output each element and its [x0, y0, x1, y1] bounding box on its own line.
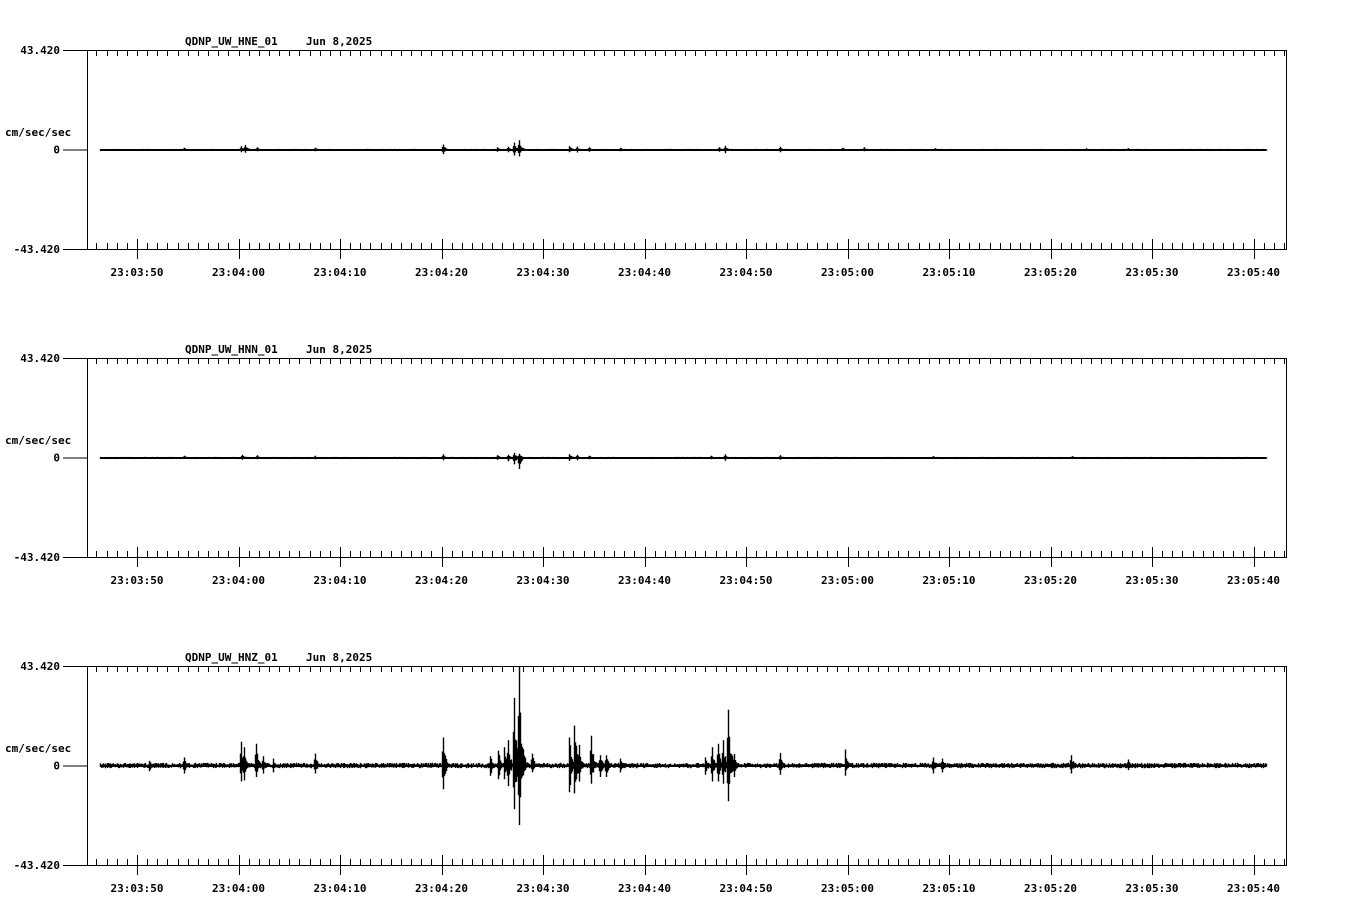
channel-date: Jun 8,2025 — [306, 651, 373, 664]
y-tick-label: 43.420 — [20, 44, 60, 57]
x-tick-label: 23:05:30 — [1125, 574, 1179, 587]
x-tick-label: 23:04:30 — [516, 266, 570, 279]
x-tick-label: 23:05:30 — [1125, 882, 1179, 895]
x-tick-label: 23:05:20 — [1024, 266, 1078, 279]
channel-panel-QDNP_UW_HNN_01 — [5, 343, 1287, 587]
y-tick-label: 0 — [53, 143, 60, 157]
y-axis-label: cm/sec/sec — [5, 742, 72, 755]
x-tick-label: 23:05:40 — [1227, 574, 1281, 587]
y-axis-label: cm/sec/sec — [5, 434, 72, 447]
x-tick-label: 23:04:10 — [313, 882, 367, 895]
channel-date: Jun 8,2025 — [306, 35, 373, 48]
y-tick-label: -43.420 — [13, 551, 60, 564]
x-tick-label: 23:04:50 — [719, 266, 773, 279]
x-tick-label: 23:03:50 — [110, 266, 164, 279]
x-tick-label: 23:04:10 — [313, 574, 367, 587]
x-tick-label: 23:03:50 — [110, 882, 164, 895]
x-tick-label: 23:05:00 — [821, 266, 875, 279]
x-tick-label: 23:05:00 — [821, 574, 875, 587]
y-tick-label: 43.420 — [20, 352, 60, 365]
x-tick-label: 23:04:40 — [618, 574, 672, 587]
x-tick-label: 23:04:10 — [313, 266, 367, 279]
channel-title: QDNP_UW_HNZ_01 — [185, 651, 278, 664]
y-tick-label: -43.420 — [13, 859, 60, 872]
x-tick-label: 23:04:00 — [212, 882, 266, 895]
x-tick-label: 23:04:30 — [516, 882, 570, 895]
x-tick-label: 23:05:10 — [922, 882, 976, 895]
waveform-trace — [101, 140, 1267, 156]
x-tick-label: 23:05:30 — [1125, 266, 1179, 279]
x-tick-label: 23:04:40 — [618, 266, 672, 279]
x-tick-label: 23:05:10 — [922, 574, 976, 587]
x-tick-label: 23:04:40 — [618, 882, 672, 895]
channel-panel-QDNP_UW_HNZ_01 — [5, 651, 1287, 895]
x-tick-label: 23:05:20 — [1024, 574, 1078, 587]
y-tick-label: 0 — [53, 451, 60, 465]
y-tick-label: 0 — [53, 759, 60, 773]
waveform-trace — [101, 666, 1267, 825]
x-tick-label: 23:05:20 — [1024, 882, 1078, 895]
channel-panel-QDNP_UW_HNE_01 — [5, 35, 1287, 279]
channel-date: Jun 8,2025 — [306, 343, 373, 356]
y-tick-label: -43.420 — [13, 243, 60, 256]
channel-title: QDNP_UW_HNE_01 — [185, 35, 278, 48]
x-tick-label: 23:04:20 — [415, 574, 469, 587]
x-tick-label: 23:05:40 — [1227, 266, 1281, 279]
y-tick-label: 43.420 — [20, 660, 60, 673]
x-tick-label: 23:04:00 — [212, 574, 266, 587]
x-tick-label: 23:05:10 — [922, 266, 976, 279]
x-tick-label: 23:04:30 — [516, 574, 570, 587]
x-tick-label: 23:04:50 — [719, 574, 773, 587]
channel-title: QDNP_UW_HNN_01 — [185, 343, 278, 356]
x-tick-label: 23:03:50 — [110, 574, 164, 587]
waveform-trace — [101, 453, 1267, 469]
x-tick-label: 23:04:00 — [212, 266, 266, 279]
x-tick-label: 23:04:50 — [719, 882, 773, 895]
x-tick-label: 23:05:40 — [1227, 882, 1281, 895]
x-tick-label: 23:05:00 — [821, 882, 875, 895]
x-tick-label: 23:04:20 — [415, 882, 469, 895]
y-axis-label: cm/sec/sec — [5, 126, 72, 139]
x-tick-label: 23:04:20 — [415, 266, 469, 279]
